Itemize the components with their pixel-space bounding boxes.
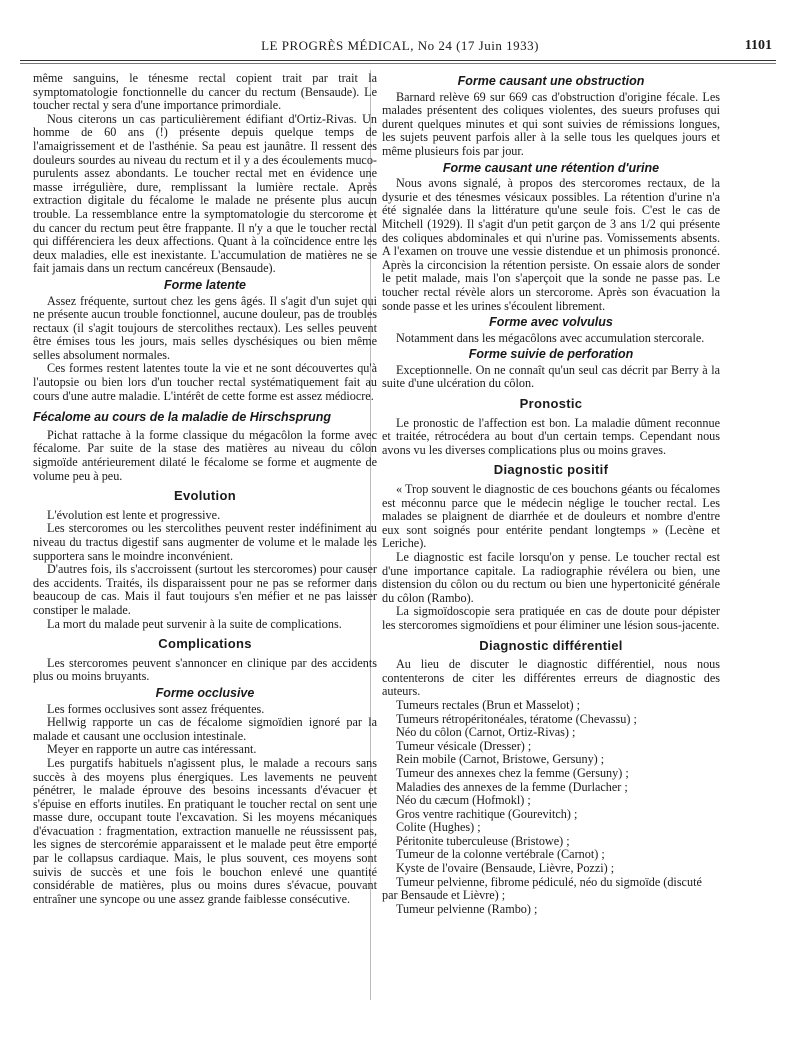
paragraph: « Trop souvent le diagnostic de ces bouchons géants ou fécalomes est méconnu parce que le médecin néglige le toucher rectal. Les malades se plaignent de diarrhée et de douleurs et nombre d'entre eux sont soignés pour entérite pendant longtemps » (Lecène et Leriche). [382, 482, 720, 551]
section-heading-evolution: Evolution [174, 488, 236, 504]
paragraph: Au lieu de discuter le diagnostic différentiel, nous nous contenterons de citer les différentes erreurs de diagnostic des auteurs. [382, 657, 720, 699]
journal-title: LE PROGRÈS MÉDICAL, No 24 (17 Juin 1933) [261, 38, 539, 53]
section-heading-complications: Complications [158, 636, 252, 652]
paragraph: Pichat rattache à la forme classique du mégacôlon la forme avec fécalome. Par suite de la stase des matières au niveau du côlon sigmoïde antérieurement dilaté le fécalome se forme et augmente de volume peu à peu. [33, 427, 377, 483]
list-item: Néo du cæcum (Hofmokl) ; [396, 793, 531, 808]
left-column [33, 72, 377, 906]
paragraph: Notamment dans les mégacôlons avec accumulation stercorale. [396, 330, 705, 345]
paragraph: Assez fréquente, surtout chez les gens âgés. Il s'agit d'un sujet qui ne présente aucun trouble fonctionnel, aucune douleur, pas de troubles rectaux (il s'agit toujours de stercolithes rectaux). Les selles peuvent être émises tous les jours, mais selles dyschésiques ou bien même selles absolument normales. [33, 293, 377, 362]
differential-diagnosis-list [382, 699, 720, 917]
section-heading-pronostic: Pronostic [519, 396, 583, 412]
list-item: Gros ventre rachitique (Gourevitch) ; [396, 806, 578, 821]
paragraph: La sigmoïdoscopie sera pratiquée en cas de doute pour dépister les stercoromes sigmoïdiens et pour éliminer une lésion sous-jacente. [382, 604, 720, 632]
paragraph: Ces formes restent latentes toute la vie et ne sont découvertes qu'à l'autopsie ou bien lors d'un toucher rectal systématiquement fait au cours d'une autre maladie. L'intérêt de cette forme est assez médiocre. [33, 361, 377, 403]
list-item: Kyste de l'ovaire (Bensaude, Lièvre, Pozzi) ; [396, 861, 615, 876]
list-item: Maladies des annexes de la femme (Durlacher ; [396, 779, 628, 794]
paragraph: Le diagnostic est facile lorsqu'on y pense. Le toucher rectal est d'une importance capitale. La radiographie révélera ou bien, une distension du côlon ou du rectum ou bien une hypertonicité générale du côlon (Rambo). [382, 550, 720, 605]
paragraph: L'évolution est lente et progressive. [47, 507, 221, 522]
section-heading-hirschsprung: Fécalome au cours de la maladie de Hirschsprung [33, 410, 332, 425]
paragraph: Hellwig rapporte un cas de fécalome sigmoïdien ignoré par la malade et causant une occlusion intestinale. [33, 715, 377, 743]
list-item: Tumeur des annexes chez la femme (Gersuny) ; [396, 765, 629, 780]
list-item: Tumeurs rétropéritonéales, tératome (Chevassu) ; [396, 711, 637, 726]
list-item: Tumeur pelvienne, fibrome pédiculé, néo du sigmoïde (discuté par Bensaude et Lièvre) ; [382, 874, 702, 903]
list-item: Rein mobile (Carnot, Bristowe, Gersuny) ; [396, 752, 605, 767]
list-item: Tumeur de la colonne vertébrale (Carnot) ; [396, 847, 605, 862]
paragraph: D'autres fois, ils s'accroissent (surtout les stercoromes) pour causer des accidents. Traités, ils disparaissent pour ne pas se reformer dans beaucoup de cas. Mais il faut toujours s'en méfier et ne pas laisser constiper le malade. [33, 562, 377, 617]
paragraph: Les stercoromes peuvent s'annoncer en clinique par des accidents plus ou moins bruyants. [33, 655, 377, 684]
right-column [382, 72, 720, 916]
list-item: Colite (Hughes) ; [396, 820, 481, 835]
section-heading-forme-occlusive: Forme occlusive [155, 685, 255, 700]
section-heading-diagnostic-differentiel: Diagnostic différentiel [479, 637, 623, 653]
list-item: Néo du côlon (Carnot, Ortiz-Rivas) ; [396, 725, 576, 740]
list-item: Péritonite tuberculeuse (Bristowe) ; [396, 833, 570, 848]
section-heading-diagnostic-positif: Diagnostic positif [493, 462, 609, 478]
section-heading-forme-latente: Forme latente [164, 277, 246, 292]
paragraph: Les stercoromes ou les stercolithes peuvent rester indéfiniment au niveau du tractus digestif sans augmenter de volume et le malade les supportera sans le moindre inconvénient. [33, 521, 377, 563]
paragraph: Les formes occlusives sont assez fréquentes. [47, 701, 265, 716]
section-heading-retention: Forme causant une rétention d'urine [442, 160, 660, 175]
page-header [20, 38, 780, 60]
section-heading-obstruction: Forme causant une obstruction [457, 74, 645, 88]
paragraph: La mort du malade peut survenir à la suite de complications. [47, 616, 342, 631]
paragraph: Meyer en rapporte un autre cas intéressant. [47, 742, 257, 757]
header-rule-secondary [20, 63, 776, 64]
list-item: Tumeur vésicale (Dresser) ; [396, 738, 532, 753]
paragraph: Nous avons signalé, à propos des stercoromes rectaux, de la dysurie et des ténesmes vésicaux possibles. La rétention d'urine n'a été signalée dans la littérature qu'une seule fois. C'est le cas de Mitchell (1929). Il s'agit d'un petit garçon de 3 ans 1/2 qui présente des coliques abdominales et qui n'urine pas. Vomissements absents. A l'examen on trouve une vessie distendue et un phimosis prononcé. Après la circoncision la rétention persiste. On essaie alors de sonder le petit malade, mais l'on s'aperçoit que la sonde ne passe pas. Le toucher rectal révèle alors un stercorome. Après son évacuation la sonde passe et les urines s'écoulent librement. [382, 176, 720, 313]
paragraph: Le pronostic de l'affection est bon. La maladie dûment reconnue et traitée, rétrocédera au bout d'un certain temps. Cependant nous avons vu les diverses complications plus ou moins graves. [382, 415, 720, 457]
paragraph: Les purgatifs habituels n'agissent plus, le malade a recours sans succès à des moyens plus énergiques. Les lavements ne peuvent pénétrer, le malade éprouve des besoins incessants d'évacuer et s'épuise en efforts inutiles. En pratiquant le toucher rectal on sent une masse dure, occupant toute l'excavation. Si les moyens mécaniques d'évacuation : fragmentation, extraction manuelle ne réussissent pas, les signes de stercorémie apparaissent et le malade peut être emporté par le collapsus cardiaque. Mais, le plus souvent, ces moyens sont suivis de succès et une fois le bouchon enlevé une quantité considérable de matières, plus ou moins dures s'évacue, pouvant entraîner une syncope ou une assez grande faiblesse consécutive. [33, 755, 377, 906]
list-item: Tumeurs rectales (Brun et Masselot) ; [396, 697, 581, 712]
paragraph: Nous citerons un cas particulièrement édifiant d'Ortiz-Rivas. Un homme de 60 ans (!) présente depuis quelque temps de l'amaigrissement et de l'asthénie. Sa peau est jaunâtre. Il ressent des douleurs sourdes au niveau du rectum et il y a des écoulements muco-purulents assez abondants. Le toucher rectal met en évidence une masse irrégulière, dure, remplissant la lumière rectale. Après extraction digitale du fécalome le malade ne présente plus aucun trouble. La ressemblance entre la symptomatologie du stercorome et du cancer du rectum peut être frappante. Il n'y a que le toucher rectal qui différenciera les deux affections. Quant à la coïncidence entre les deux maladies, elle est inexistante. L'accumulation de matières ne se fait jamais dans un rectum cancéreux (Bensaude). [33, 111, 377, 276]
paragraph: Barnard relève 69 sur 669 cas d'obstruction d'origine fécale. Les malades présentent des coliques violentes, des sueurs profuses qui durent quelques minutes et qui sont suivies de rémissions longues, les sujets peuvent parfois aller à la selle tous les quelques jours et même plusieurs fois par jour. [382, 89, 720, 158]
list-item: Tumeur pelvienne (Rambo) ; [396, 901, 538, 916]
section-heading-volvulus: Forme avec volvulus [489, 315, 613, 330]
page-number: 1101 [744, 38, 772, 53]
header-rule [20, 60, 776, 61]
paragraph: Exceptionnelle. On ne connaît qu'un seul cas décrit par Berry à la suite d'une ulcération du côlon. [382, 362, 720, 391]
paragraph: même sanguins, le ténesme rectal copient trait par trait la symptomatologie fonctionnelle du cancer du rectum (Bensaude). Le toucher rectal y sera d'une importance primordiale. [33, 71, 377, 113]
section-heading-perforation: Forme suivie de perforation [468, 347, 634, 362]
